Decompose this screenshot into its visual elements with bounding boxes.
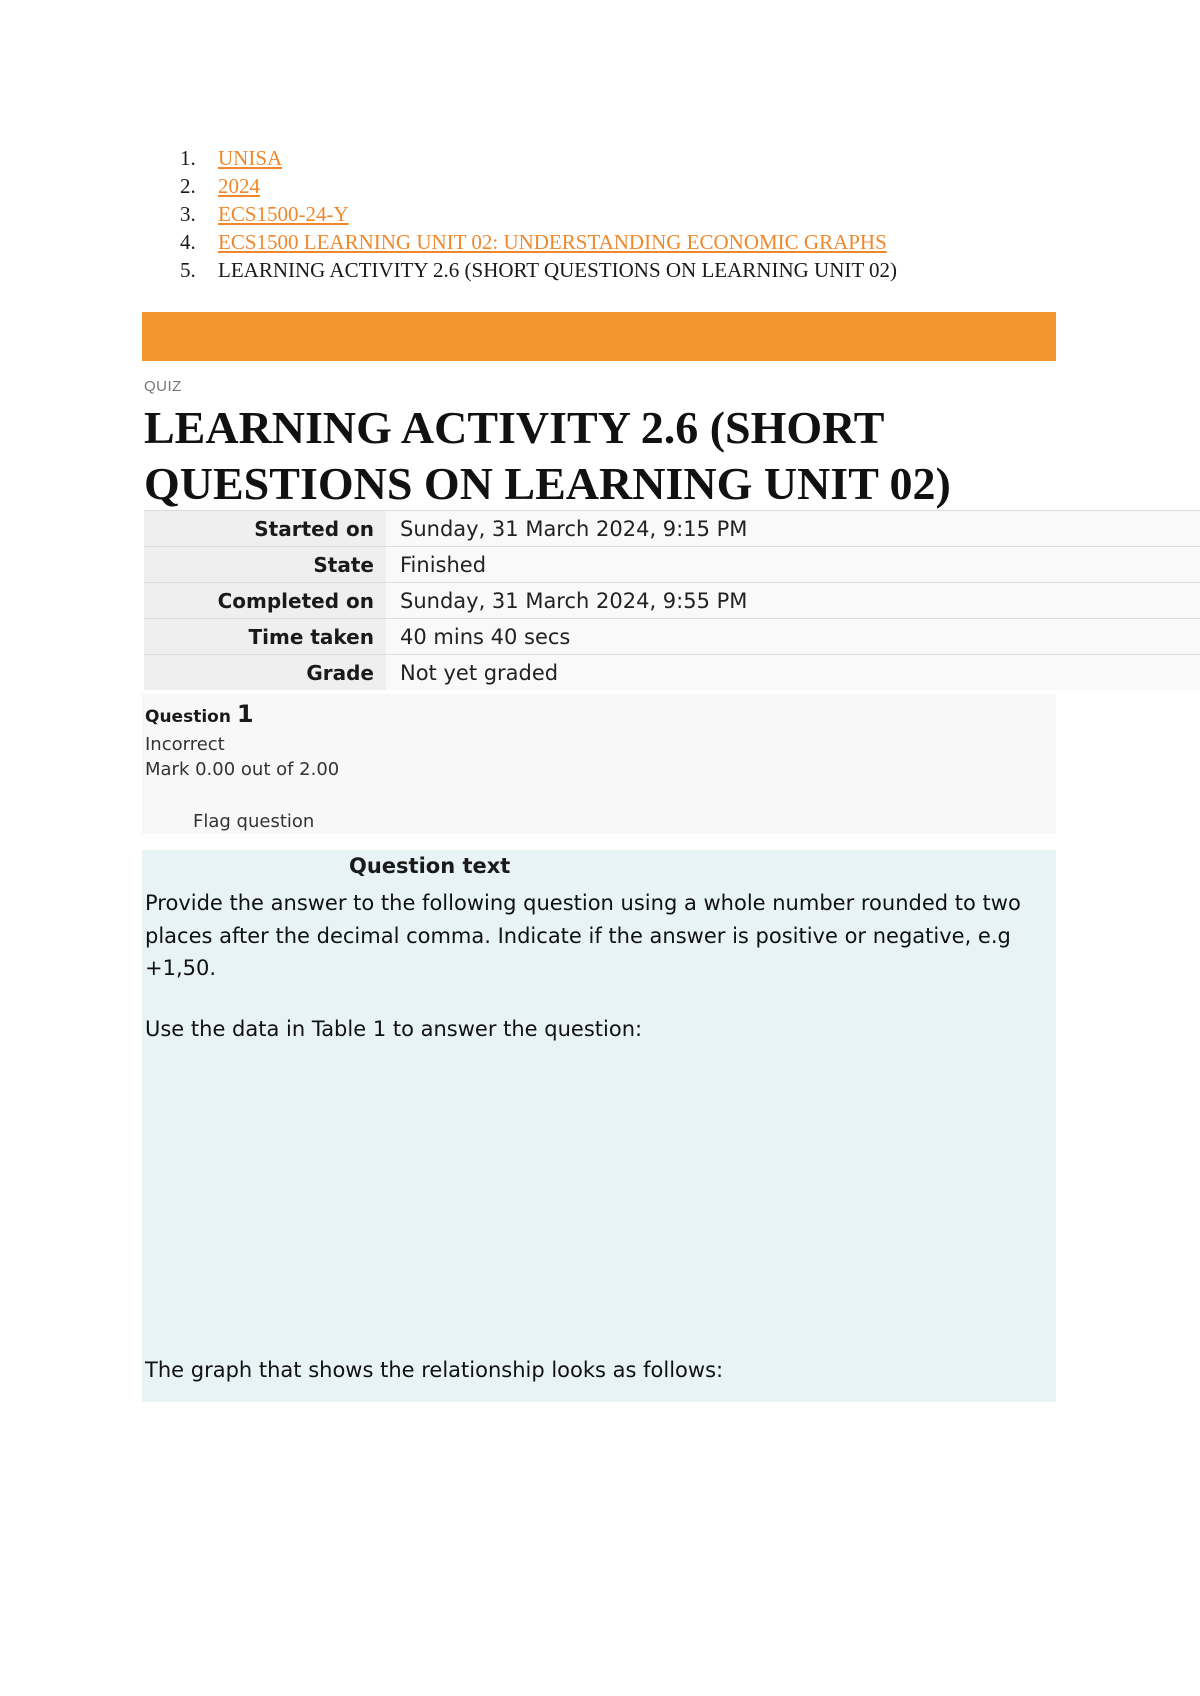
summary-value: Sunday, 31 March 2024, 9:55 PM (386, 583, 1200, 619)
activity-type-label: QUIZ (144, 378, 182, 395)
question-heading (145, 700, 254, 728)
question-number: 1 (236, 700, 254, 728)
summary-row-started (144, 511, 1200, 547)
question-instructions: Provide the answer to the following question using a whole number rounded to two places after the decimal comma. Indicate if the answer is positive or negative, e.g +1,50. (145, 891, 1021, 980)
breadcrumb-number: 3. (180, 202, 196, 226)
breadcrumb-current: LEARNING ACTIVITY 2.6 (SHORT QUESTIONS ON LEARNING UNIT 02) (218, 258, 898, 282)
summary-label: State (144, 547, 386, 583)
summary-value: Not yet graded (386, 655, 1200, 691)
question-heading-label: Question (145, 707, 231, 727)
header-accent-bar (142, 312, 1056, 361)
question-data-instruction: Use the data in Table 1 to answer the question: (145, 1017, 643, 1041)
breadcrumb-item-year (180, 172, 897, 200)
question-info-panel (142, 694, 1056, 834)
flag-question-link[interactable]: Flag question (193, 811, 315, 832)
breadcrumb-number: 1. (180, 146, 196, 170)
breadcrumb-item-course (180, 200, 897, 228)
summary-label: Started on (144, 511, 386, 547)
breadcrumb-item-unisa (180, 144, 897, 172)
summary-row-time-taken (144, 619, 1200, 655)
breadcrumb-link-year[interactable]: 2024 (218, 174, 260, 198)
question-state: Incorrect (145, 734, 225, 755)
breadcrumb (180, 144, 897, 284)
summary-row-state (144, 547, 1200, 583)
summary-value: Sunday, 31 March 2024, 9:15 PM (386, 511, 1200, 547)
summary-label: Time taken (144, 619, 386, 655)
breadcrumb-link-unisa[interactable]: UNISA (218, 146, 283, 170)
breadcrumb-item-activity (180, 256, 897, 284)
breadcrumb-link-unit[interactable]: ECS1500 LEARNING UNIT 02: UNDERSTANDING ECONOMIC GRAPHS (218, 230, 887, 254)
quiz-summary-table (144, 510, 1200, 690)
summary-value: Finished (386, 547, 1200, 583)
question-text-heading: Question text (349, 854, 511, 878)
breadcrumb-link-course[interactable]: ECS1500-24-Y (218, 202, 349, 226)
question-text-panel (142, 850, 1056, 1402)
question-graph-caption: The graph that shows the relationship looks as follows: (145, 1358, 724, 1382)
summary-row-completed (144, 583, 1200, 619)
summary-value: 40 mins 40 secs (386, 619, 1200, 655)
summary-label: Completed on (144, 583, 386, 619)
breadcrumb-number: 4. (180, 230, 196, 254)
breadcrumb-number: 5. (180, 258, 196, 282)
breadcrumb-item-unit (180, 228, 897, 256)
summary-row-grade (144, 655, 1200, 691)
breadcrumb-number: 2. (180, 174, 196, 198)
question-mark: Mark 0.00 out of 2.00 (145, 759, 340, 780)
page-title: LEARNING ACTIVITY 2.6 (SHORT QUESTIONS ON LEARNING UNIT 02) (144, 402, 951, 509)
summary-label: Grade (144, 655, 386, 691)
